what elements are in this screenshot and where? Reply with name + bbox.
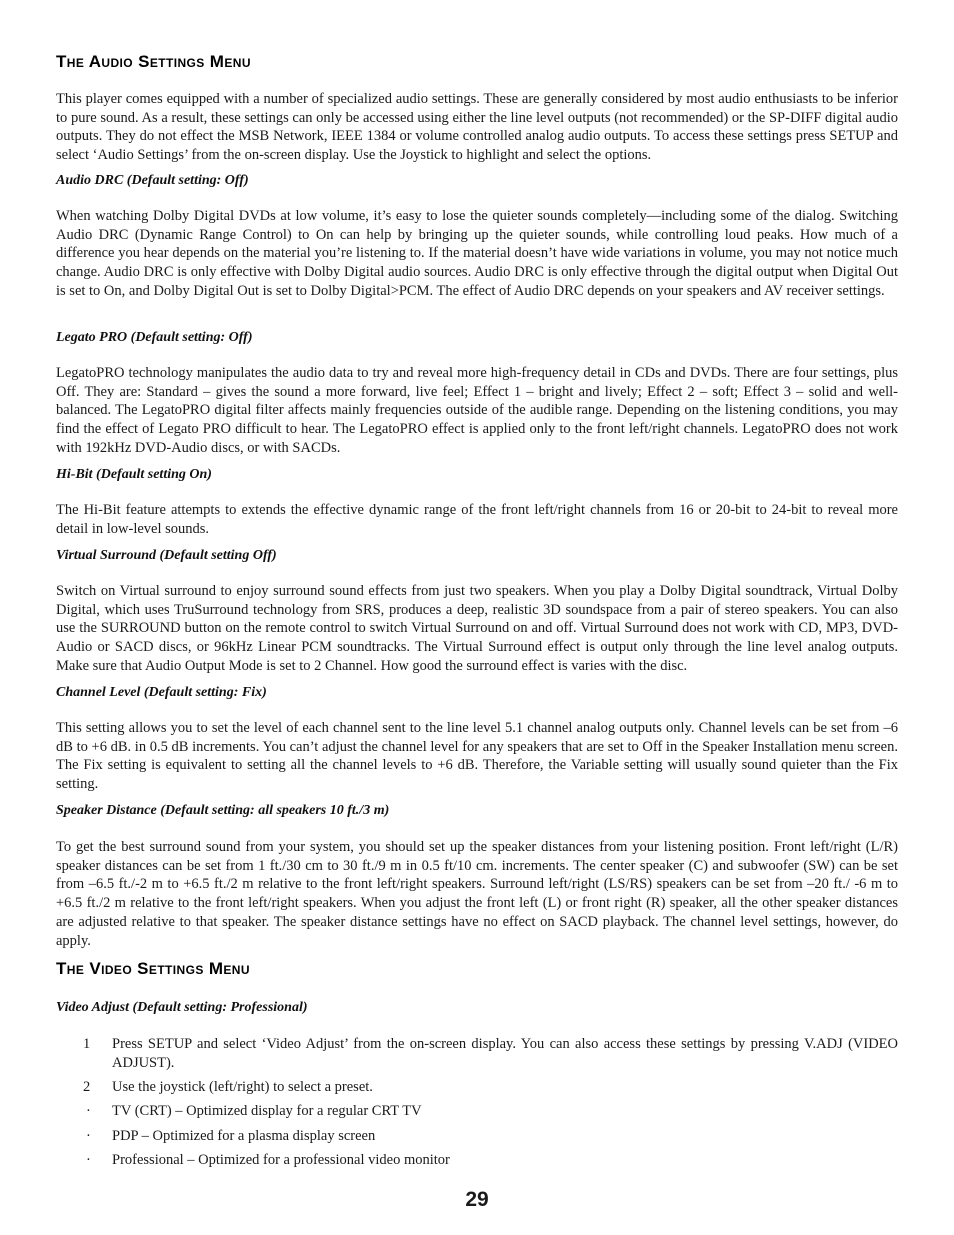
channel-level-title: Channel Level (Default setting: Fix) [56,685,267,700]
video-settings-heading: The Video Settings Menu [56,959,250,978]
hi-bit-body: The Hi-Bit feature attempts to extends the effective dynamic range of the front left/right channels from 16 or 20-bit to 24-bit to reveal more detail in low-level sounds. [56,502,898,537]
channel-level-body: This setting allows you to set the level of each channel sent to the line level 5.1 channel analog outputs only. Channel levels can be set from –6 dB to +6 dB. in 0.5 dB increments. You can’t adjust the channel level for any speakers that are set to Off in the Speaker Installation menu screen. The Fix setting is equivalent to setting all the channel levels to +6 dB. Therefore, the Variable setting will usually sound quieter than the Fix setting. [56,720,898,793]
speaker-distance-title: Speaker Distance (Default setting: all speakers 10 ft./3 m) [56,803,390,818]
preset-list-item [56,1151,898,1170]
step-number: 1 [83,1036,91,1052]
step-item [56,1035,898,1072]
preset-text: PDP – Optimized for a plasma display screen [112,1128,376,1144]
audio-settings-heading: The Audio Settings Menu [56,52,251,71]
bullet-marker: · [86,1152,91,1168]
speaker-distance-body: To get the best surround sound from your system, you should set up the speaker distances from your listening position. Front left/right (L/R) speaker distances can be set from 1 ft./30 cm to 30 ft./9 m in 0.5 ft/10 cm. increments. The center speaker (C) and subwoofer (SW) can be set from –6.5 ft./-2 m to +6.5 ft./2 m relative to the front left/right speakers. Surround left/right (LS/RS) speakers can be set from –20 ft./ -6 m to +6.5 ft./2 m relative to the front left/right speakers. When you adjust the front left (L) or front right (R) speaker, all the other speaker distances are adjusted relative to that speaker. The speaker distance settings have no effect on SACD playback. The channel level settings, however, do apply. [56,839,898,949]
bullet-marker: · [86,1128,91,1144]
step-text: Use the joystick (left/right) to select a preset. [112,1079,373,1095]
hi-bit-title: Hi-Bit (Default setting On) [56,467,212,482]
preset-list-item [56,1127,898,1146]
legato-pro-body: LegatoPRO technology manipulates the audio data to try and reveal more high-frequency detail in CDs and DVDs. There are four settings, plus Off. They are: Standard – gives the sound a more forward, live feel; Effect 1 – bright and lively; Effect 2 – soft; Effect 3 – solid and well-balanced. The LegatoPRO digital filter affects mainly frequencies outside of the audible range. Depending on the listening conditions, you may find the effect of Legato PRO difficult to hear. The LegatoPRO effect is applied only to the front left/right channels. LegatoPRO does not work with 192kHz DVD-Audio discs, or with SACDs. [56,365,898,456]
preset-text: TV (CRT) – Optimized display for a regular CRT TV [112,1103,422,1119]
virtual-surround-title: Virtual Surround (Default setting Off) [56,548,277,563]
step-text: Press SETUP and select ‘Video Adjust’ from the on-screen display. You can also access these settings by pressing V.ADJ (VIDEO ADJUST). [112,1036,898,1071]
step-item [56,1078,898,1097]
virtual-surround-body: Switch on Virtual surround to enjoy surround sound effects from just two speakers. When you play a Dolby Digital soundtrack, Virtual Dolby Digital, which uses TruSurround technology from SRS, produces a deep, realistic 3D soundspace from a pair of stereo speakers. You can also use the SURROUND button on the remote control to switch Virtual Surround on and off. Virtual Surround does not work with CD, MP3, DVD-Audio or SACD discs, or 96kHz Linear PCM soundtracks. The Virtual Surround effect is output only through the line level analog outputs. Make sure that Audio Output Mode is set to 2 Channel. How good the surround effect is varies with the disc. [56,583,898,674]
audio-intro-paragraph: This player comes equipped with a number of specialized audio settings. These are generally considered by most audio enthusiasts to be inferior to pure sound. As a result, these settings can only be accessed using either the line level outputs (not recommended) or the SP-DIFF digital audio outputs. They do not effect the MSB Network, IEEE 1384 or volume controlled analog audio outputs. To access these settings press SETUP and select ‘Audio Settings’ from the on-screen display. Use the Joystick to highlight and select the options. [56,91,898,164]
step-number: 2 [83,1079,91,1095]
audio-drc-body: When watching Dolby Digital DVDs at low volume, it’s easy to lose the quieter sounds completely—including some of the dialog. Switching Audio DRC (Dynamic Range Control) to On can help by bringing up the quieter sounds, while controlling loud peaks. How much of a difference you hear depends on the material you’re listening to. If the material doesn’t have wide variations in volume, you may not notice much change. Audio DRC is only effective with Dolby Digital audio sources. Audio DRC is only effective through the digital output when Digital Out is set to On, and Dolby Digital Out is set to Dolby Digital>PCM. The effect of Audio DRC depends on your speakers and AV receiver settings. [56,208,898,299]
video-adjust-title: Video Adjust (Default setting: Professional) [56,1000,308,1015]
audio-drc-title: Audio DRC (Default setting: Off) [56,173,249,188]
page-number: 29 [465,1188,489,1211]
preset-list-item [56,1102,898,1121]
bullet-marker: · [86,1103,91,1119]
legato-pro-title: Legato PRO (Default setting: Off) [56,330,253,345]
preset-text: Professional – Optimized for a professional video monitor [112,1152,450,1168]
